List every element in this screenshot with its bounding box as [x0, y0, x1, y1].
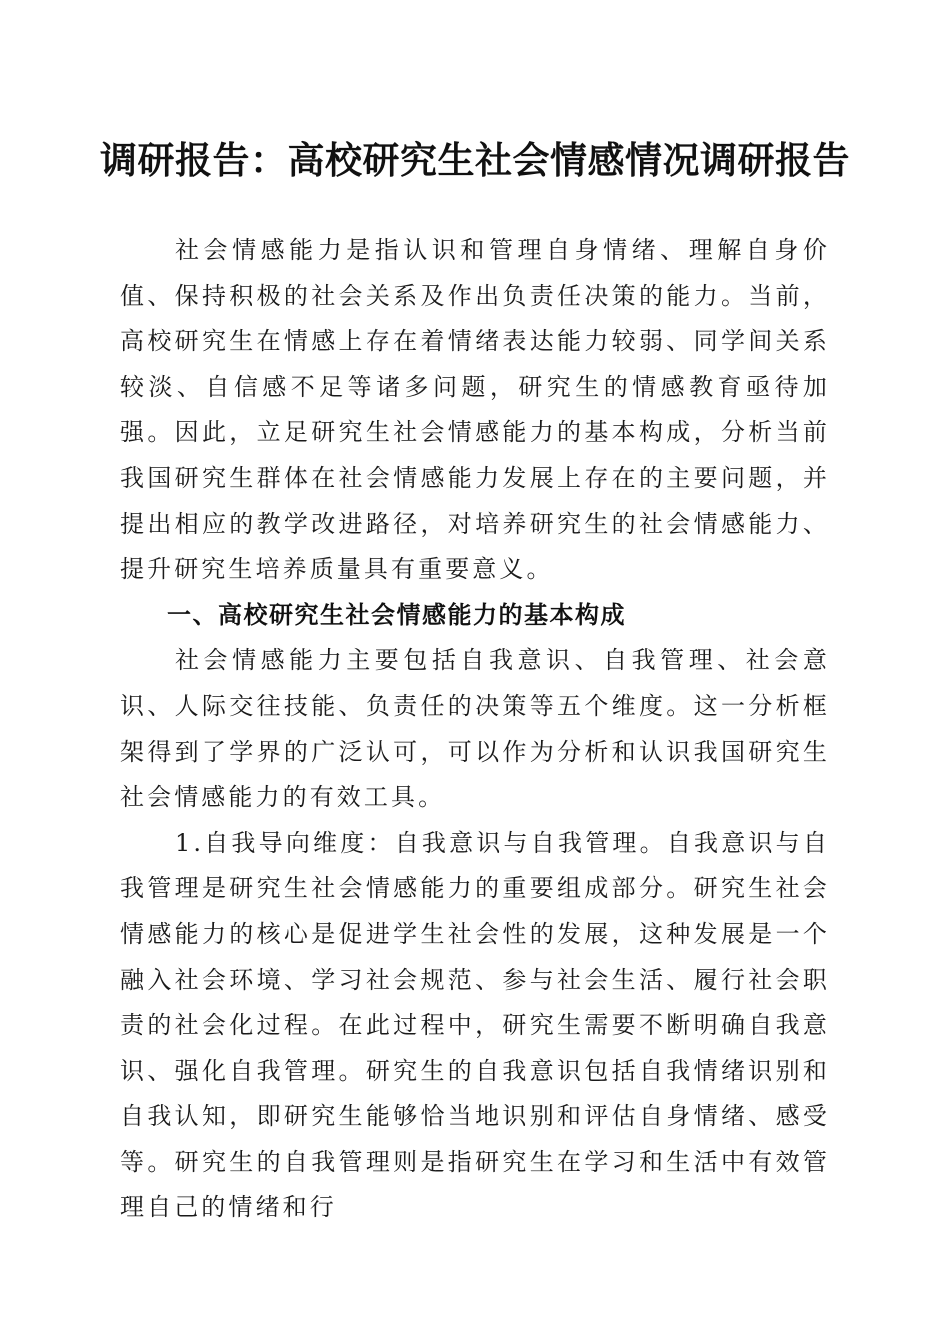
- section-paragraph: 社会情感能力主要包括自我意识、自我管理、社会意识、人际交往技能、负责任的决策等五个维度。这一分析框架得到了学界的广泛认可，可以作为分析和认识我国研究生社会情感能力的有效工具。: [120, 646, 830, 812]
- intro-paragraph: 社会情感能力是指认识和管理自身情绪、理解自身价值、保持积极的社会关系及作出负责任决策的能力。当前，高校研究生在情感上存在着情绪表达能力较弱、同学间关系较淡、自信感不足等诸多问题，研究生的情感教育亟待加强。因此，立足研究生社会情感能力的基本构成，分析当前我国研究生群体在社会情感能力发展上存在的主要问题，并提出相应的教学改进路径，对培养研究生的社会情感能力、提升研究生培养质量具有重要意义。: [120, 236, 830, 584]
- document-title: 调研报告：高校研究生社会情感情况调研报告: [100, 138, 850, 182]
- document-body: [120, 228, 830, 1231]
- section-heading: 一、高校研究生社会情感能力的基本构成: [167, 600, 626, 629]
- numbered-paragraph: 1.自我导向维度：自我意识与自我管理。自我意识与自我管理是研究生社会情感能力的重要组成部分。研究生社会情感能力的核心是促进学生社会性的发展，这种发展是一个融入社会环境、学习社会规范、参与社会生活、履行社会职责的社会化过程。在此过程中，研究生需要不断明确自我意识、强化自我管理。研究生的自我意识包括自我情绪识别和自我认知，即研究生能够恰当地识别和评估自身情绪、感受等。研究生的自我管理则是指研究生在学习和生活中有效管理自己的情绪和行: [120, 828, 830, 1222]
